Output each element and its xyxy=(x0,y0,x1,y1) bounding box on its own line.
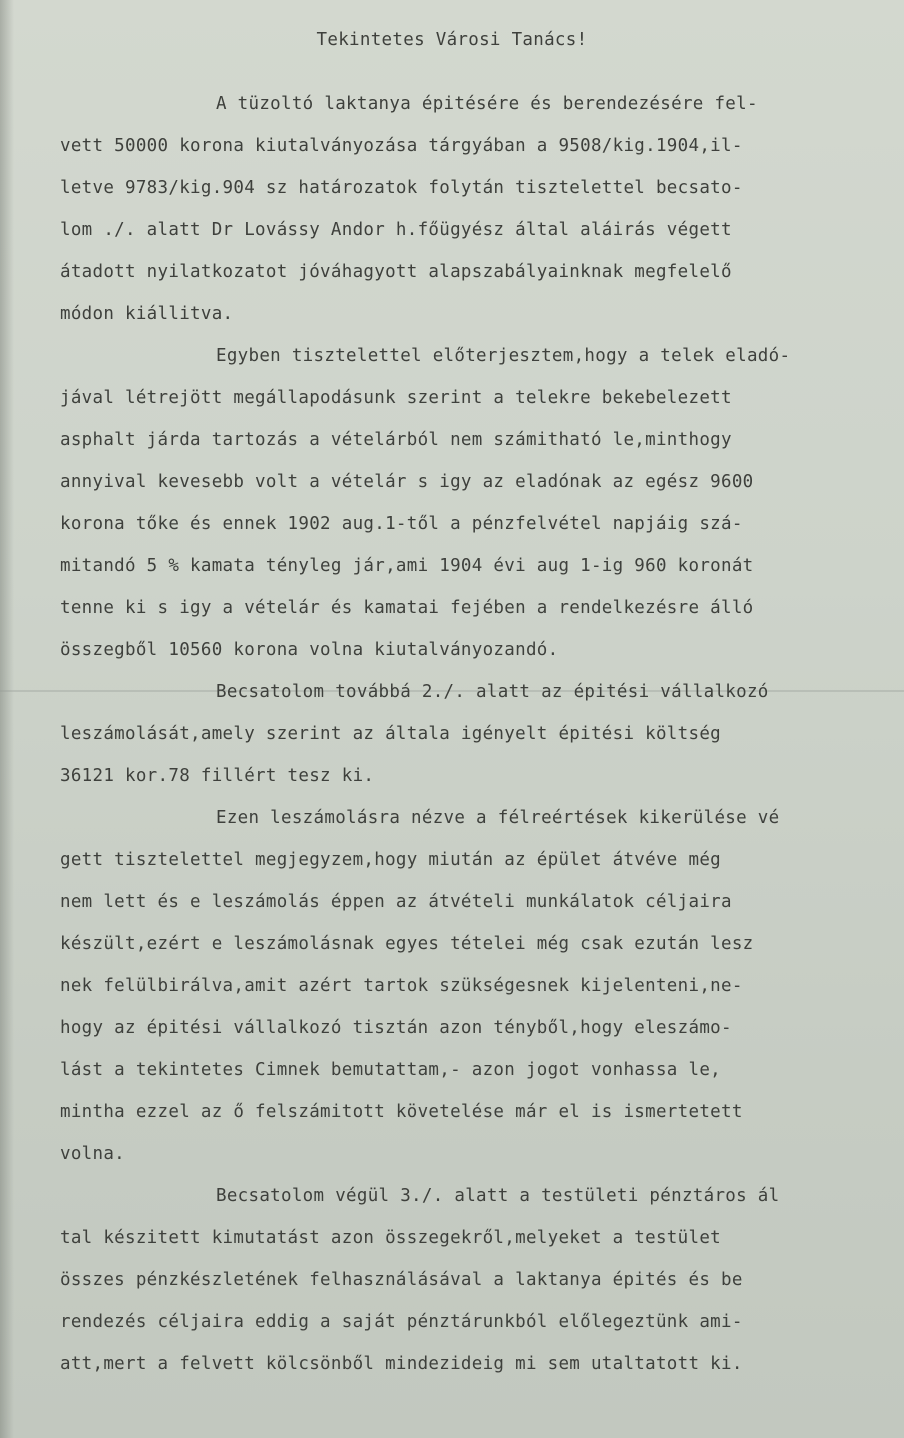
text-line: Becsatolom végül 3./. alatt a testületi pénztáros ál xyxy=(216,1186,780,1206)
text-line: hogy az épitési vállalkozó tisztán azon tényből,hogy eleszámo- xyxy=(60,1018,732,1038)
text-line: készült,ezért e leszámolásnak egyes tételei még csak ezután lesz xyxy=(60,934,754,954)
text-line: vett 50000 korona kiutalványozása tárgyában a 9508/kig.1904,il- xyxy=(60,136,743,156)
text-line: jával létrejött megállapodásunk szerint a telekre bekebelezett xyxy=(60,388,732,408)
text-line: nem lett és e leszámolás éppen az átvételi munkálatok céljaira xyxy=(60,892,732,912)
text-line: Egyben tisztelettel előterjesztem,hogy a telek eladó- xyxy=(216,346,791,366)
text-line: összes pénzkészletének felhasználásával a laktanya épités és be xyxy=(60,1270,743,1290)
text-line: rendezés céljaira eddig a saját pénztárunkból előlegeztünk ami- xyxy=(60,1312,743,1332)
text-line: lom ./. alatt Dr Lovássy Andor h.főügyész által aláirás végett xyxy=(60,220,732,240)
text-line: leszámolását,amely szerint az általa igényelt épitési költség xyxy=(60,724,721,744)
paper-edge-shadow xyxy=(0,0,14,1438)
text-line: módon kiállitva. xyxy=(60,304,234,324)
text-line: asphalt járda tartozás a vételárból nem számitható le,minthogy xyxy=(60,430,732,450)
letter-heading: Tekintetes Városi Tanács! xyxy=(316,30,588,50)
text-line: tenne ki s igy a vételár és kamatai fejében a rendelkezésre álló xyxy=(60,598,754,618)
text-line: Ezen leszámolásra nézve a félreértések kikerülése vé xyxy=(216,808,780,828)
text-line: gett tisztelettel megjegyzem,hogy miután az épület átvéve még xyxy=(60,850,721,870)
text-line: lást a tekintetes Cimnek bemutattam,- azon jogot vonhassa le, xyxy=(60,1060,721,1080)
text-line: tal készitett kimutatást azon összegekről,melyeket a testület xyxy=(60,1228,721,1248)
text-line: korona tőke és ennek 1902 aug.1-től a pénzfelvétel napjáig szá- xyxy=(60,514,743,534)
text-line: nek felülbirálva,amit azért tartok szükségesnek kijelenteni,ne- xyxy=(60,976,743,996)
text-line: összegből 10560 korona volna kiutalványozandó. xyxy=(60,640,559,660)
text-line: mintha ezzel az ő felszámitott követelése már el is ismertetett xyxy=(60,1102,743,1122)
text-line: 36121 kor.78 fillért tesz ki. xyxy=(60,766,375,786)
text-line: Becsatolom továbbá 2./. alatt az épitési vállalkozó xyxy=(216,682,769,702)
text-line: volna. xyxy=(60,1144,126,1164)
text-line: annyival kevesebb volt a vételár s igy az eladónak az egész 9600 xyxy=(60,472,754,492)
text-line: A tüzoltó laktanya épitésére és berendezésére fel- xyxy=(216,94,758,114)
text-line: att,mert a felvett kölcsönből mindezideig mi sem utaltatott ki. xyxy=(60,1354,743,1374)
text-line: letve 9783/kig.904 sz határozatok folytán tisztelettel becsato- xyxy=(60,178,743,198)
text-line: átadott nyilatkozatot jóváhagyott alapszabályainknak megfelelő xyxy=(60,262,732,282)
text-line: mitandó 5 % kamata tényleg jár,ami 1904 évi aug 1-ig 960 koronát xyxy=(60,556,754,576)
